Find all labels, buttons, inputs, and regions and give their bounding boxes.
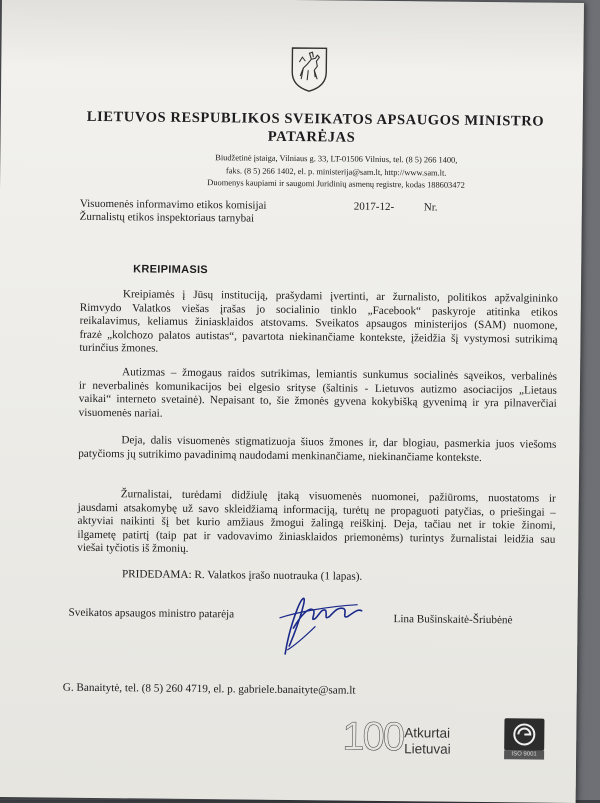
logo-line-2: Lietuvai xyxy=(404,741,451,756)
signer-position: Sveikatos apsaugos ministro patarėja xyxy=(69,607,235,621)
paragraph-1 xyxy=(79,288,558,361)
document-number-label: Nr. xyxy=(424,201,438,213)
text-line: reikalavimus, keliamus žiniasklaidos atstovams. Sveikatos apsaugos ministerijos (SAM) nuomone, xyxy=(80,315,558,334)
addressee: Visuomenės informavimo etikos komisijai xyxy=(80,198,267,213)
text-line: turinčius žmones. xyxy=(79,342,557,361)
addressees xyxy=(80,198,267,226)
contacts-line: faks. (8 5) 266 1402, el. p. ministerija@sam.lt, http://www.sam.lt. xyxy=(176,164,496,180)
text-line: viešai tyčiotis iš žmonių. xyxy=(77,542,555,561)
contact-person: G. Banaitytė, tel. (8 5) 260 4719, el. p. gabriele.banaityte@sam.lt xyxy=(63,682,356,697)
coat-of-arms-icon xyxy=(289,46,329,92)
paragraph-2 xyxy=(79,366,558,425)
attachment-note: PRIDEDAMA: R. Valatkos įrašo nuotrauka (1 lapas). xyxy=(122,568,362,583)
text-line: aktyviai naikinti šį bet kurio amžiaus žmogui žalingą reiškinį. Deja, tačiau net ir tokie žinomi, xyxy=(77,515,555,534)
text-line: patyčioms jų sutrikimo pavadinimą naudodami menkinančiame, niekinančiame kontekste. xyxy=(78,447,556,466)
text-line: visuomenės nariai. xyxy=(79,407,557,426)
paragraph-3 xyxy=(78,434,556,466)
document-type-heading: KREIPIMASIS xyxy=(133,263,208,276)
logo-line-1: Atkurtai xyxy=(404,725,450,740)
text-line: vaikai“ interneto svetainė). Nepaisant to, šie žmonės gyvena kokybišką gyvenimą ir yra pilnaverčiai xyxy=(79,393,557,412)
iso-certification-icon xyxy=(504,718,544,750)
text-line: Kreipiamės į Jūsų instituciją, prašydami įvertinti, ar žurnalisto, politikos apžvalgininko xyxy=(80,288,558,307)
iso-label: ISO 9001 xyxy=(504,750,544,759)
text-line: jausdami atsakomybę už savo skleidžiamą informaciją, turėtų ne propaguoti patyčias, o priešingai – xyxy=(78,501,556,520)
text-line: ilgametę patirtį (taip pat ir vadovavimo žiniasklaidos priemonėms) turintys žurnalistai leidžia sau xyxy=(77,529,555,548)
signer-name: Lina Bušinskaitė-Šriubėnė xyxy=(393,613,512,626)
text-line: Žurnalistai, turėdami didžiulę įtaką visuomenės nuomonei, pažiūroms, nuostatoms ir xyxy=(78,488,556,507)
text-line: Deja, dalis visuomenės stigmatizuoja šiuos žmones ir, dar blogiau, pasmerkia juos viešoms xyxy=(78,434,556,453)
contacts-line: Duomenys kaupiami ir saugomi Juridinių asmenų registre, kodas 188603472 xyxy=(176,177,496,193)
handwritten-signature xyxy=(257,588,368,659)
text-line: frazė „kolchozo palatos autistas“, pavartota niekinančiame kontekste, įžeidžia šį vystymosi sutrikimą xyxy=(79,329,557,348)
text-line: Autizmas – žmogaus raidos sutrikimas, lemiantis sunkumus socialinės sąveikos, verbalinės xyxy=(79,366,557,385)
contacts-line: Biudžetinė įstaiga, Vilniaus g. 33, LT-01506 Vilnius, tel. (8 5) 266 1400, xyxy=(176,152,496,168)
document-date: 2017-12- xyxy=(354,201,394,213)
paragraph-4 xyxy=(77,488,556,561)
institution-contacts xyxy=(176,152,496,193)
text-line: Rimvydo Valatkos viešas įrašas jo socialinio tinklo „Facebook“ paskyroje atitinka etikos xyxy=(80,301,558,320)
ministry-title-line: LIETUVOS RESPUBLIKOS SVEIKATOS APSAUGOS MINISTRO xyxy=(87,108,537,131)
ministry-title-line: PATARĖJAS xyxy=(86,126,536,149)
text-line: ir neverbalinės komunikacijos bei elgesio srityse (šaltinis - Lietuvos autizmo asociacijos „Lietaus xyxy=(79,379,557,398)
logo-number: 100 xyxy=(342,715,403,761)
addressee: Žurnalistų etikos inspektoriaus tarnybai xyxy=(80,211,267,226)
ministry-title xyxy=(86,108,536,149)
